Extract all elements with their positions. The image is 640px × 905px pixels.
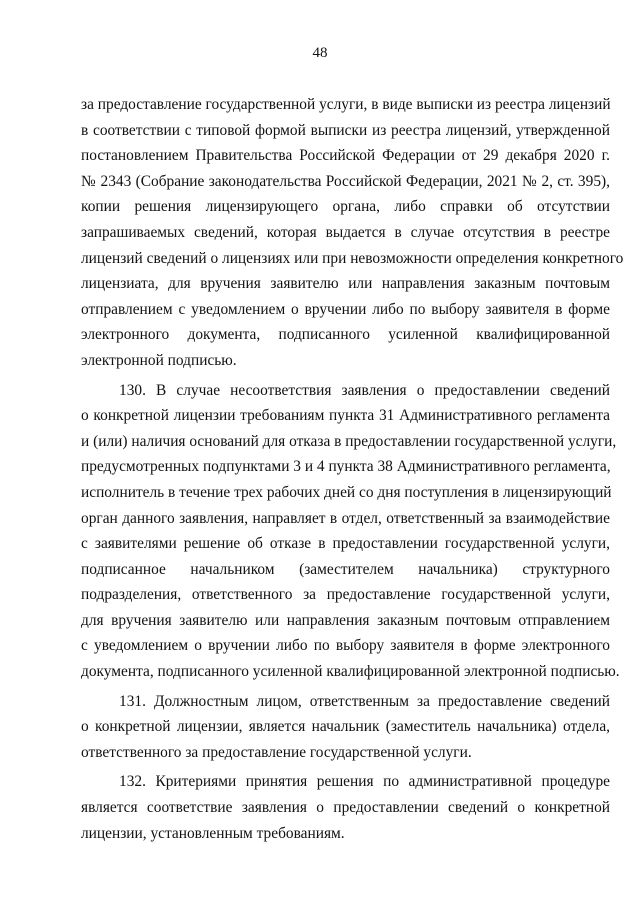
- text-line: копии решения лицензирующего органа, либо справки об отсутствии: [81, 198, 610, 216]
- text-line: за предоставление государственной услуги, в виде выписки из реестра лицензий: [81, 96, 611, 113]
- text-line: в соответствии с типовой формой выписки из реестра лицензий, утвержденной: [81, 121, 610, 139]
- text-line: для вручения заявителю или направления заказным почтовым отправлением: [81, 611, 610, 629]
- text-line: лицензий сведений о лицензиях или при невозможности определения конкретного: [81, 249, 624, 267]
- text-line: постановлением Правительства Российской Федерации от 29 декабря 2020 г.: [81, 147, 610, 165]
- text-line: с уведомлением о вручении либо по выбору заявителя в форме электронного: [81, 637, 610, 655]
- paragraph-continuation: [81, 92, 624, 374]
- text-line: отправлением с уведомлением о вручении либо по выбору заявителя в форме: [81, 300, 610, 318]
- paragraph-item-130: [81, 378, 620, 685]
- document-body: [81, 92, 624, 846]
- text-line: электронного документа, подписанного усиленной квалифицированной: [81, 326, 610, 344]
- text-line: орган данного заявления, направляет в отдел, ответственный за взаимодействие: [81, 509, 610, 527]
- text-line: № 2343 (Собрание законодательства Российской Федерации, 2021 № 2, ст. 395),: [81, 172, 610, 190]
- text-line: является соответствие заявления о предоставлении сведений о конкретной: [81, 799, 610, 817]
- text-line: с заявителями решение об отказе в предоставлении государственной услуги,: [81, 535, 610, 553]
- text-line: лицензии, установленным требованиям.: [81, 824, 345, 842]
- paragraph-item-132: [81, 769, 610, 846]
- text-line: о конкретной лицензии требованиям пункта 31 Административного регламента: [81, 407, 610, 425]
- text-line: документа, подписанного усиленной квалифицированной электронной подписью.: [81, 663, 620, 681]
- text-line: 132. Критериями принятия решения по административной процедуре: [119, 773, 610, 791]
- page-number: 48: [312, 45, 328, 61]
- text-line: ответственного за предоставление государственной услуги.: [81, 743, 472, 761]
- text-line: запрашиваемых сведений, которая выдается в случае отсутствия в реестре: [81, 223, 610, 241]
- text-line: о конкретной лицензии, является начальник (заместитель начальника) отдела,: [81, 718, 610, 736]
- text-line: электронной подписью.: [81, 351, 237, 369]
- text-line: лицензиата, для вручения заявителю или направления заказным почтовым: [81, 275, 610, 293]
- text-line: подразделения, ответственного за предоставление государственной услуги,: [81, 586, 610, 604]
- text-line: и (или) наличия оснований для отказа в предоставлении государственной услуги,: [81, 432, 617, 450]
- text-line: предусмотренных подпунктами 3 и 4 пункта 38 Административного регламента,: [81, 458, 611, 476]
- text-line: 131. Должностным лицом, ответственным за предоставление сведений: [119, 692, 610, 710]
- text-line: подписанное начальником (заместителем начальника) структурного: [81, 560, 610, 578]
- text-line: 130. В случае несоответствия заявления о предоставлении сведений: [119, 381, 610, 399]
- paragraph-item-131: [81, 689, 610, 766]
- text-line: исполнитель в течение трех рабочих дней со дня поступления в лицензирующий: [81, 483, 612, 501]
